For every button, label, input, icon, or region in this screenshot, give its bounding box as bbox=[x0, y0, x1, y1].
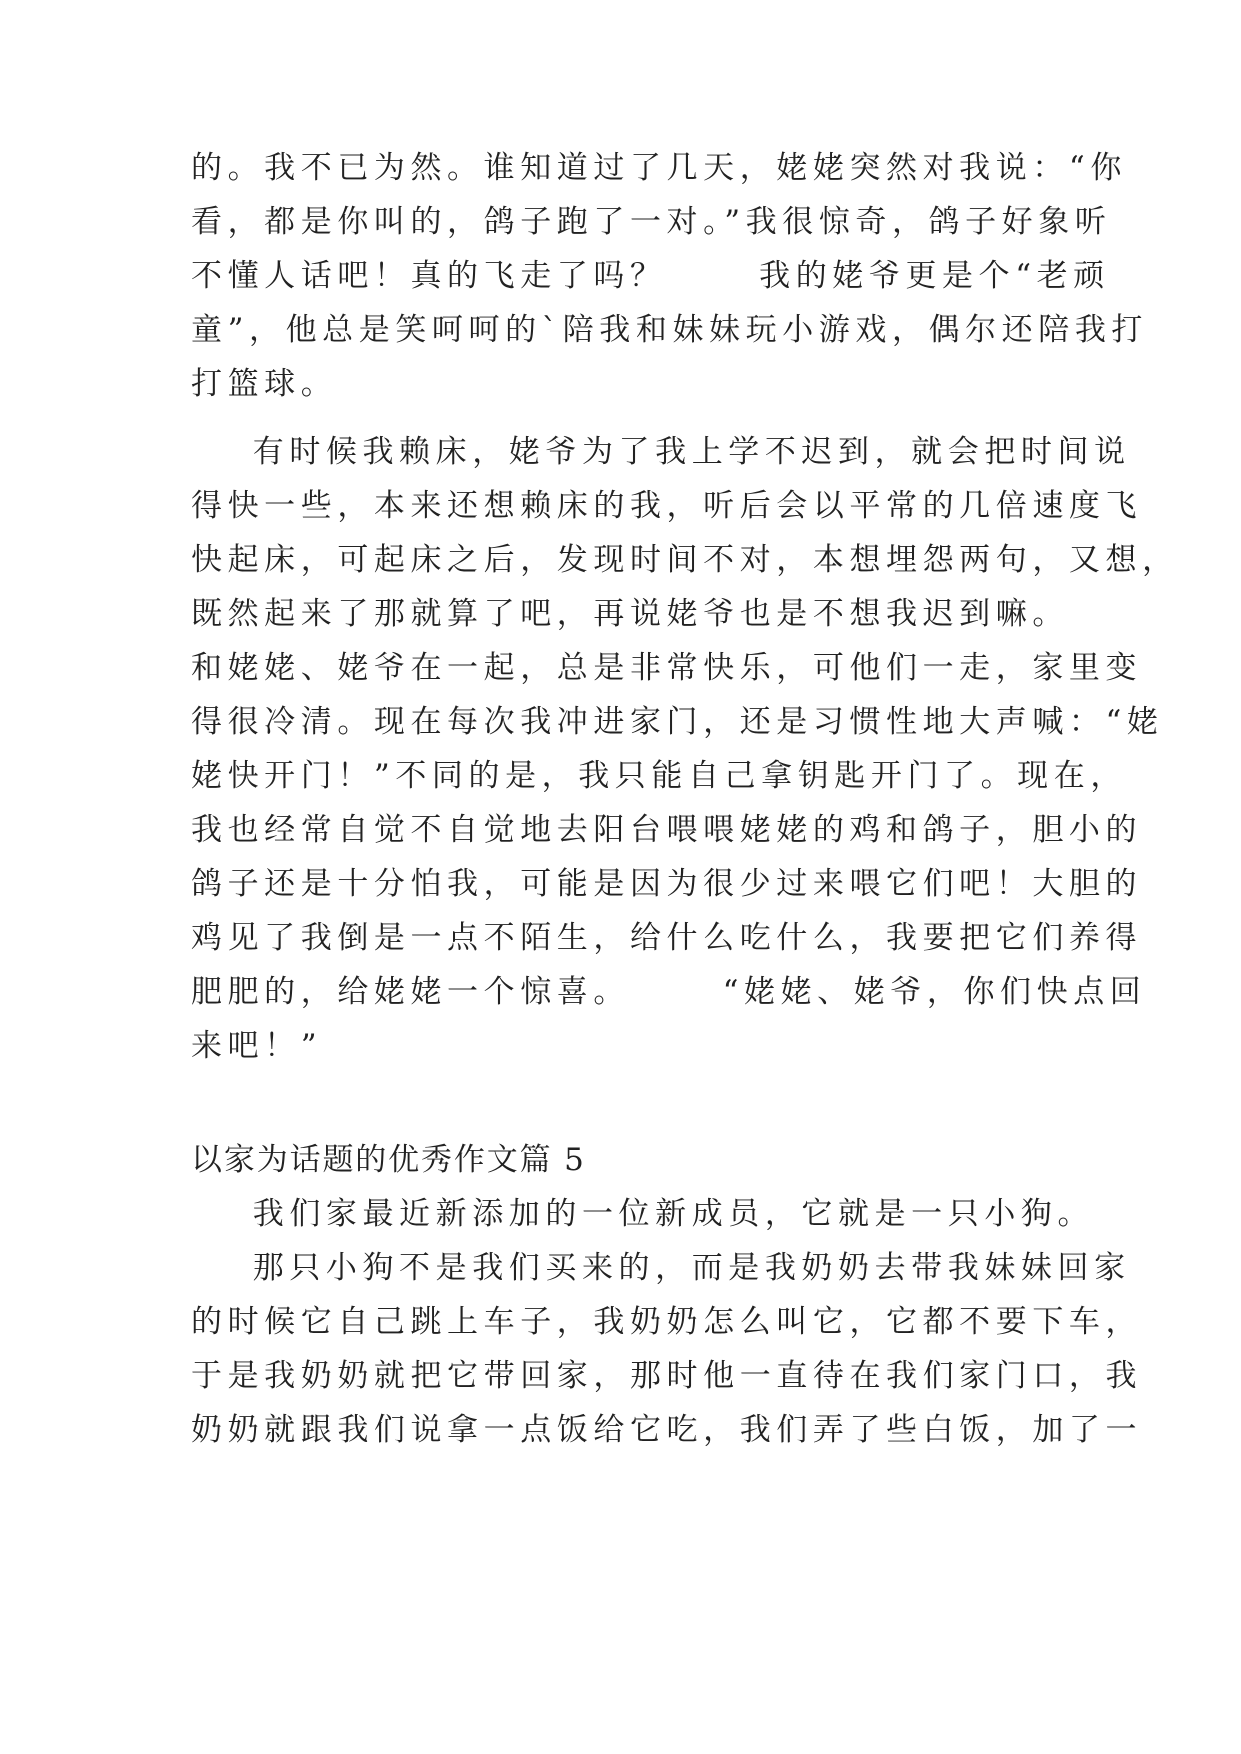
text-line: 的。我不已为然。谁知道过了几天，姥姥突然对我说：“你 bbox=[191, 150, 1127, 186]
text-line: 鸡见了我倒是一点不陌生，给什么吃什么，我要把它们养得 bbox=[191, 920, 1143, 956]
text-line: 童”，他总是笑呵呵的`陪我和妹妹玩小游戏，偶尔还陪我打 bbox=[191, 312, 1149, 348]
text-line: 奶奶就跟我们说拿一点饭给它吃，我们弄了些白饭，加了一 bbox=[191, 1412, 1143, 1448]
text-line: 打篮球。 bbox=[191, 366, 338, 402]
text-line: 看，都是你叫的，鸽子跑了一对。”我很惊奇，鸽子好象听 bbox=[191, 204, 1112, 240]
text-line: 肥肥的，给姥姥一个惊喜。 “姥姥、姥爷，你们快点回 bbox=[191, 974, 1147, 1010]
text-line: 得很冷清。现在每次我冲进家门，还是习惯性地大声喊：“姥 bbox=[191, 704, 1164, 740]
text-line: 于是我奶奶就把它带回家，那时他一直待在我们家门口，我 bbox=[191, 1358, 1143, 1394]
text-line: 姥快开门！”不同的是，我只能自己拿钥匙开门了。现在， bbox=[191, 758, 1127, 794]
text-line: 鸽子还是十分怕我，可能是因为很少过来喂它们吧！大胆的 bbox=[191, 866, 1143, 902]
text-line: 不懂人话吧！真的飞走了吗？ 我的姥爷更是个“老顽 bbox=[191, 258, 1110, 294]
section-heading: 以家为话题的优秀作文篇 5 bbox=[191, 1142, 586, 1178]
text-line: 既然起来了那就算了吧，再说姥爷也是不想我迟到嘛。 bbox=[191, 596, 1069, 632]
text-line: 得快一些，本来还想赖床的我，听后会以平常的几倍速度飞 bbox=[191, 488, 1143, 524]
text-line: 来吧！” bbox=[191, 1028, 323, 1064]
text-line: 的时候它自己跳上车子，我奶奶怎么叫它，它都不要下车， bbox=[191, 1304, 1143, 1340]
text-line: 快起床，可起床之后，发现时间不对，本想埋怨两句，又想， bbox=[191, 542, 1179, 578]
text-line: 有时候我赖床，姥爷为了我上学不迟到，就会把时间说 bbox=[191, 434, 1131, 470]
text-line: 和姥姥、姥爷在一起，总是非常快乐，可他们一走，家里变 bbox=[191, 650, 1143, 686]
text-line: 那只小狗不是我们买来的，而是我奶奶去带我妹妹回家 bbox=[191, 1250, 1131, 1286]
text-line: 我也经常自觉不自觉地去阳台喂喂姥姥的鸡和鸽子，胆小的 bbox=[191, 812, 1143, 848]
text-line: 我们家最近新添加的一位新成员，它就是一只小狗。 bbox=[191, 1196, 1095, 1232]
